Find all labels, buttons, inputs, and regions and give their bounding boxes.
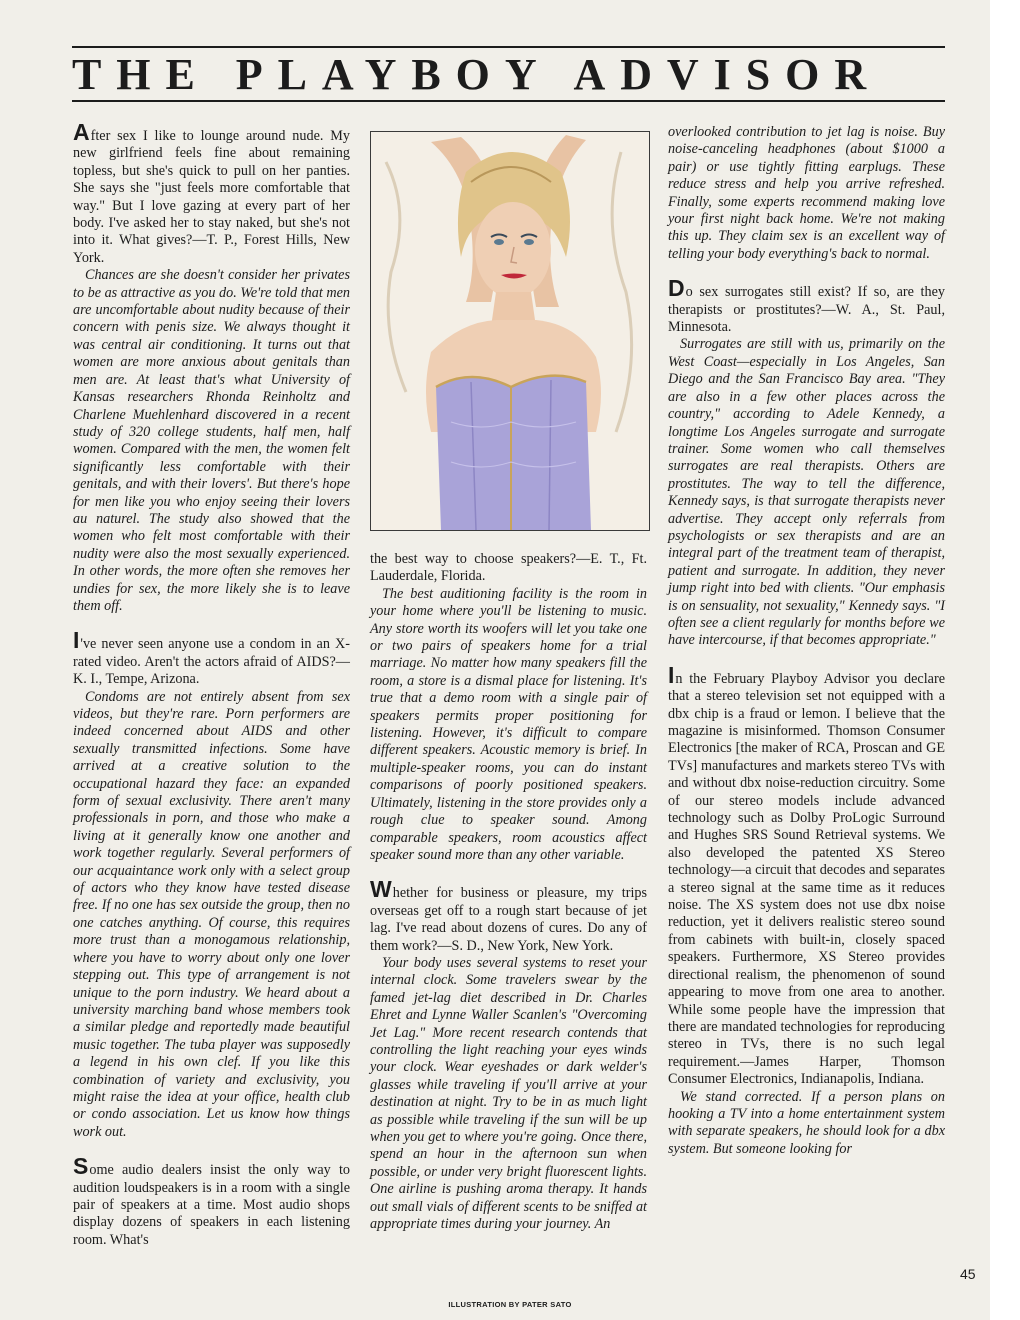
reader-question <box>668 661 945 1089</box>
column-1 <box>73 119 350 1249</box>
masthead-title: THE PLAYBOY ADVISOR <box>72 50 882 99</box>
paragraph-text: Condoms are not entirely absent from sex videos, but they're rare. Porn performers are indeed concerned about AIDS and other sexually transmitted infections. Some have arrived at a creative solution to the occupational hazard they face: an expanded form of sexual exclusivity. There aren't many professionals in porn, and those who make a living at it generally know one another and work together regularly. Several performers of our acquaintance work only with a select group of actors who they know have tested disease free. If no one has sex outside the group, then no one catches anything. Of course, this requires more trust than a monogamous relationship, where you have to worry about only one lover stepping out. This type of arrangement is not unique to the porn industry. We heard about a university marching band whose members took a similar pledge and reportedly made beautiful music together. The tuba player was supposedly a legend in his own clef. If you like this combination of variety and exclusivity, you might raise the idea at your office, health club or condo association. Let us know how things work out. <box>73 688 350 1140</box>
section-gap <box>668 650 945 667</box>
drop-cap: A <box>73 119 90 145</box>
paragraph-text: 've never seen anyone use a condom in an X-rated video. Aren't the actors afraid of AIDS?—K. I., Tempe, Arizona. <box>73 636 350 688</box>
illustration <box>370 131 650 531</box>
paragraph-text: The best auditioning facility is the room in your home where you'll be listening to music. Any store worth its woofers will let you take one or two pairs of speakers home for a trial marriage. No matter how many speakers fill the room, a store is a dismal place for listening. It's true that a demo room with a single pair of speakers permits proper positioning for listening. However, it's difficult to compare different speakers. Acoustic memory is brief. In multiple-speaker rooms, you can do instant comparisons of poorly positioned speakers. Ultimately, listening in the store provides only a rough clue to speaker sound. Among comparable speakers, room acoustics affect speaker sound more than any other variable. <box>370 585 647 863</box>
reader-question <box>73 1153 350 1249</box>
section-gap <box>668 263 945 280</box>
reader-question <box>370 876 647 955</box>
column-2 <box>370 551 647 1233</box>
paragraph-text: overlooked contribution to jet lag is noise. Buy noise-canceling headphones (about $1000 a pair) or use tightly fitting earplugs. These reduce stress and help you arrive refreshed. Finally, some experts recommend making love your first night back home. We're not making this up. They claim sex is an excellent way of telling your body everything's back to normal. <box>668 124 945 262</box>
reader-question <box>668 275 945 336</box>
masthead-bottom-rule <box>72 100 945 102</box>
paragraph-text: Your body uses several systems to reset your internal clock. Some travelers swear by the famed jet-lag diet described in Dr. Charles Ehret and Lynne Waller Scanlen's "Overcoming Jet Lag." More recent research contends that controlling the light reaching your eyes winds your clock. Wear eyeshades or dark welder's glasses while traveling if you'll arrive at your destination at night. Try to be in as much light as possible while traveling if the sun will be up when you get to where you're going. Once there, spend an hour in the afternoon sun when possible, or under very bright fluorescent lights. One airline is pushing aroma therapy. It hands out small vials of different scents to be sniffed at appropriate times during your journey. An <box>370 954 647 1233</box>
masthead-top-rule <box>72 46 945 48</box>
column-3 <box>668 124 945 1158</box>
paragraph-text: We stand corrected. If a person plans on hooking a TV into a home entertainment system with separate speakers, he should look for a dbx system. But someone looking for <box>668 1088 945 1157</box>
drop-cap: I <box>73 627 80 654</box>
paragraph-text: hether for business or pleasure, my trips overseas get off to a rough start because of jet lag. I've read about dozens of cures. Do any of them work?—S. D., New York, New York. <box>370 885 647 954</box>
advisor-answer <box>668 1089 945 1159</box>
page-number: 45 <box>960 1266 976 1282</box>
section-gap <box>73 615 350 632</box>
reader-question-continued <box>370 551 647 586</box>
drop-cap: I <box>668 661 675 688</box>
advisor-answer-continued <box>668 124 945 263</box>
drop-cap: W <box>370 876 392 903</box>
advisor-answer <box>73 689 350 1142</box>
section-gap <box>73 1141 350 1158</box>
paragraph-text: fter sex I like to lounge around nude. My new girlfriend feels fine about remaining topless, but she's quick to pull on her panties. She says she "just feels more comfortable that way." But I love gazing at every part of her body. I've asked her to stay naked, but she's not into it. What gives?—T. P., Forest Hills, New York. <box>73 128 350 266</box>
paragraph-text: the best way to choose speakers?—E. T., Ft. Lauderdale, Florida. <box>370 551 647 585</box>
advisor-answer <box>668 336 945 649</box>
reader-question <box>73 119 350 267</box>
portrait-illustration-image <box>371 132 649 530</box>
paragraph-text: o sex surrogates still exist? If so, are they therapists or prostitutes?—W. A., St. Paul, Minnesota. <box>668 284 945 336</box>
paragraph-text: Chances are she doesn't consider her privates to be as attractive as you do. We're told that men are uncomfortable about nudity because of their concern with penis size. We always thought it was central air conditioning. It turns out that women are more anxious about genitals than men are. At least that's what University of Kansas researchers Rhonda Reinholtz and Charlene Muehlenhard discovered in a recent study of 320 college students, half men, half women. Compared with the men, the women felt significantly less comfortable with their genitals, and with their lovers'. But there's hope for men like you who enjoy seeing their lovers au naturel. The study also showed that the women who felt most comfortable with their nudity were also the most sexually experienced. In other words, the more often she removes her undies for sex, the more likely she is to leave them off. <box>73 267 350 614</box>
paragraph-text: ome audio dealers insist the only way to audition loudspeakers is in a room with a single pair of speakers at a time. Most audio shops display dozens of speakers in each listening room. What's <box>73 1162 350 1248</box>
section-gap <box>370 864 647 881</box>
paragraph-text: Surrogates are still with us, primarily on the West Coast—especially in Los Angeles, San Diego and the San Francisco Bay area. "They are also in a few other places across the country," according to Adele Kennedy, a longtime Los Angeles surrogate and surrogate trainer. Some women who call themselves surrogates are real therapists. Others are prostitutes. The way to tell the difference, Kennedy says, is that surrogate therapists never advertise. They accept only referrals from psychologists or sex therapists and are an integral part of the treatment team of therapist, patient and surrogate. In addition, they never jump right into bed with clients. "Our emphasis is on sensuality, not sexuality," Kennedy says. "I often see a client regularly for months before we have intercourse, if that becomes appropriate." <box>668 336 945 649</box>
advisor-answer <box>370 586 647 865</box>
paragraph-text: n the February Playboy Advisor you declare that a stereo television set not equipped with a dbx chip is a fraud or lemon. I believe that the magazine is misinformed. Thomson Consumer Electronics [the maker of RCA, Proscan and GE TVs] manufactures and markets stereo TVs with and without dbx noise-reduction circuitry. Some of our stereo models include advanced technology such as Dolby ProLogic Surround and Hughes SRS Sound Retrieval systems. We also developed the patented XS Stereo technology—a circuit that decodes and separates a stereo signal at the same time as it reduces noise. The XS system does not use dbx noise reduction, yet it delivers realistic stereo sound from cabinets with built-in, closely spaced speakers. Furthermore, XS Stereo provides directional realism, the phenomenon of sound appearing to move from one area to another. While some people have the impression that there are mandated technologies for reproducing stereo in TVs, there is no such legal requirement.—James Harper, Thomson Consumer Electronics, Indianapolis, Indiana. <box>668 670 945 1088</box>
advisor-answer <box>370 955 647 1234</box>
drop-cap: D <box>668 275 685 302</box>
drop-cap: S <box>73 1153 89 1180</box>
reader-question <box>73 627 350 688</box>
advisor-answer <box>73 267 350 615</box>
page-margin <box>990 0 1020 1320</box>
illustration-credit: ILLUSTRATION BY PATER SATO <box>448 1300 572 1309</box>
